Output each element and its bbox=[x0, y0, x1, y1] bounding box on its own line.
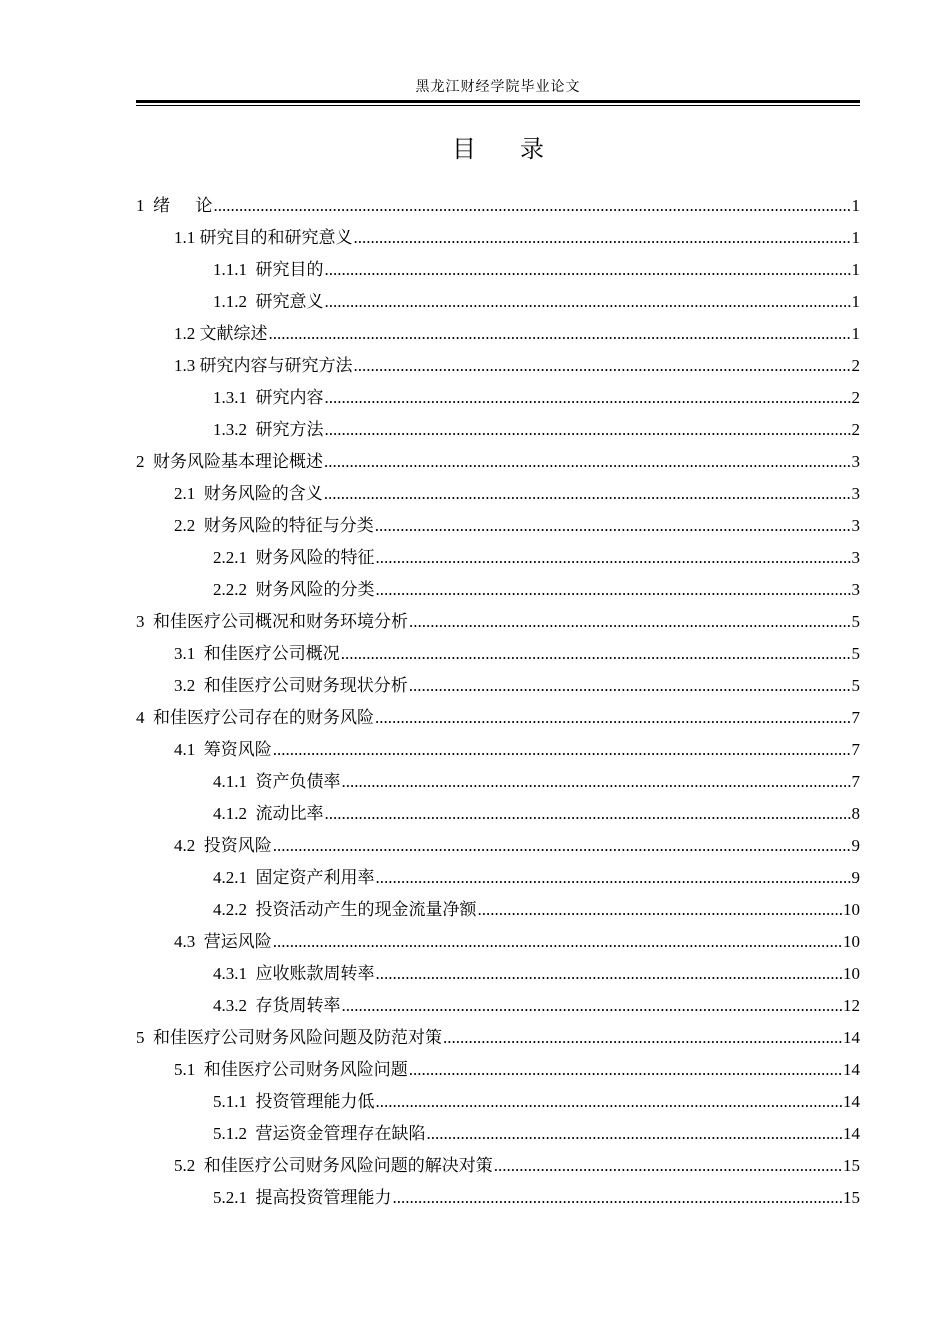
toc-leader-dots bbox=[354, 350, 851, 382]
toc-entry[interactable] bbox=[136, 734, 860, 766]
toc-entry[interactable] bbox=[136, 190, 860, 222]
toc-title-left: 目 bbox=[452, 135, 476, 163]
toc-entry-label: 4.2.2 投资活动产生的现金流量净额 bbox=[213, 900, 477, 919]
toc-leader-dots bbox=[342, 990, 843, 1022]
toc-entry-page: 14 bbox=[843, 1060, 860, 1079]
toc-leader-dots bbox=[409, 606, 851, 638]
toc-entry[interactable] bbox=[136, 510, 860, 542]
toc-entry-label: 5.1 和佳医疗公司财务风险问题 bbox=[174, 1060, 408, 1079]
toc-entry[interactable] bbox=[136, 1150, 860, 1182]
toc-entry[interactable] bbox=[136, 478, 860, 510]
toc-entry[interactable] bbox=[136, 862, 860, 894]
toc-entry-label: 3 和佳医疗公司概况和财务环境分析 bbox=[136, 612, 408, 631]
toc-entry-label: 1.3.2 研究方法 bbox=[213, 420, 324, 439]
toc-entry-page: 1 bbox=[851, 260, 860, 279]
toc-leader-dots bbox=[375, 510, 851, 542]
toc-entry-label: 1 绪 论 bbox=[136, 196, 213, 215]
header-rule-thin bbox=[136, 105, 860, 106]
toc-entry-page: 1 bbox=[851, 196, 860, 215]
toc-entry-page: 10 bbox=[843, 900, 860, 919]
toc-entry-label: 5.2.1 提高投资管理能力 bbox=[213, 1188, 392, 1207]
toc-entry-page: 1 bbox=[851, 324, 860, 343]
toc-entry-label: 4.2.1 固定资产利用率 bbox=[213, 868, 375, 887]
toc-entry[interactable] bbox=[136, 414, 860, 446]
toc-entry-page: 2 bbox=[851, 420, 860, 439]
toc-leader-dots bbox=[375, 702, 851, 734]
toc-entry-label: 4 和佳医疗公司存在的财务风险 bbox=[136, 708, 374, 727]
toc-entry-page: 10 bbox=[843, 964, 860, 983]
toc-entry-label: 1.3.1 研究内容 bbox=[213, 388, 324, 407]
toc-leader-dots bbox=[354, 222, 851, 254]
toc-entry-page: 3 bbox=[851, 516, 860, 535]
toc-entry-label: 2.2.1 财务风险的特征 bbox=[213, 548, 375, 567]
toc-entry-page: 7 bbox=[851, 740, 860, 759]
toc-entry[interactable] bbox=[136, 574, 860, 606]
toc-entry-label: 5.2 和佳医疗公司财务风险问题的解决对策 bbox=[174, 1156, 493, 1175]
toc-entry-page: 15 bbox=[843, 1156, 860, 1175]
toc-leader-dots bbox=[273, 926, 842, 958]
toc-entry[interactable] bbox=[136, 766, 860, 798]
toc-leader-dots bbox=[409, 1054, 842, 1086]
toc-entry-label: 4.1.2 流动比率 bbox=[213, 804, 324, 823]
toc-entry-label: 5 和佳医疗公司财务风险问题及防范对策 bbox=[136, 1028, 442, 1047]
toc-entry[interactable] bbox=[136, 798, 860, 830]
toc-entry-page: 9 bbox=[851, 836, 860, 855]
toc-entry-label: 3.2 和佳医疗公司财务现状分析 bbox=[174, 676, 408, 695]
toc-entry-page: 14 bbox=[843, 1028, 860, 1047]
toc-entry-page: 3 bbox=[851, 580, 860, 599]
toc-entry-page: 15 bbox=[843, 1188, 860, 1207]
toc-entry-page: 5 bbox=[851, 676, 860, 695]
toc-entry-page: 7 bbox=[851, 708, 860, 727]
toc-entry[interactable] bbox=[136, 990, 860, 1022]
toc-entry[interactable] bbox=[136, 222, 860, 254]
toc-entry[interactable] bbox=[136, 350, 860, 382]
toc-entry[interactable] bbox=[136, 638, 860, 670]
toc-leader-dots bbox=[325, 254, 851, 286]
toc-entry[interactable] bbox=[136, 958, 860, 990]
toc-entry-label: 3.1 和佳医疗公司概况 bbox=[174, 644, 340, 663]
toc-entry-page: 5 bbox=[851, 612, 860, 631]
toc-entry[interactable] bbox=[136, 830, 860, 862]
toc-entry[interactable] bbox=[136, 894, 860, 926]
toc-entry-page: 7 bbox=[851, 772, 860, 791]
toc-title bbox=[136, 132, 860, 166]
toc-entry[interactable] bbox=[136, 446, 860, 478]
toc-entry-label: 2.2 财务风险的特征与分类 bbox=[174, 516, 374, 535]
toc-leader-dots bbox=[443, 1022, 842, 1054]
toc-entry-label: 5.1.2 营运资金管理存在缺陷 bbox=[213, 1124, 426, 1143]
toc-entry[interactable] bbox=[136, 1118, 860, 1150]
toc-entry[interactable] bbox=[136, 542, 860, 574]
toc-title-right: 录 bbox=[520, 135, 544, 163]
toc-leader-dots bbox=[478, 894, 843, 926]
toc-leader-dots bbox=[325, 286, 851, 318]
toc-entry-label: 2.2.2 财务风险的分类 bbox=[213, 580, 375, 599]
toc-entry-page: 3 bbox=[851, 548, 860, 567]
toc-leader-dots bbox=[325, 798, 851, 830]
toc-leader-dots bbox=[214, 190, 851, 222]
toc-leader-dots bbox=[376, 574, 851, 606]
table-of-contents bbox=[136, 190, 860, 1214]
toc-leader-dots bbox=[325, 382, 851, 414]
toc-leader-dots bbox=[376, 542, 851, 574]
toc-leader-dots bbox=[376, 1086, 843, 1118]
toc-leader-dots bbox=[427, 1118, 843, 1150]
toc-entry-page: 10 bbox=[843, 932, 860, 951]
toc-entry-page: 1 bbox=[851, 228, 860, 247]
toc-entry-page: 8 bbox=[851, 804, 860, 823]
toc-entry-label: 4.3 营运风险 bbox=[174, 932, 272, 951]
toc-entry[interactable] bbox=[136, 382, 860, 414]
toc-entry-page: 2 bbox=[851, 356, 860, 375]
toc-leader-dots bbox=[273, 830, 851, 862]
toc-leader-dots bbox=[341, 638, 851, 670]
toc-leader-dots bbox=[324, 478, 851, 510]
toc-entry-page: 2 bbox=[851, 388, 860, 407]
header-rule-thick bbox=[136, 100, 860, 103]
toc-leader-dots bbox=[494, 1150, 842, 1182]
toc-entry-page: 1 bbox=[851, 292, 860, 311]
toc-entry[interactable] bbox=[136, 670, 860, 702]
toc-leader-dots bbox=[376, 958, 843, 990]
toc-leader-dots bbox=[324, 446, 851, 478]
toc-entry-label: 2.1 财务风险的含义 bbox=[174, 484, 323, 503]
toc-entry[interactable] bbox=[136, 286, 860, 318]
toc-entry-label: 4.1.1 资产负债率 bbox=[213, 772, 341, 791]
toc-entry-label: 1.3 研究内容与研究方法 bbox=[174, 356, 353, 375]
toc-entry-label: 4.1 筹资风险 bbox=[174, 740, 272, 759]
toc-entry-page: 14 bbox=[843, 1124, 860, 1143]
toc-entry[interactable] bbox=[136, 1182, 860, 1214]
toc-entry-page: 12 bbox=[843, 996, 860, 1015]
toc-entry[interactable] bbox=[136, 1086, 860, 1118]
toc-entry[interactable] bbox=[136, 1022, 860, 1054]
toc-entry-label: 2 财务风险基本理论概述 bbox=[136, 452, 323, 471]
toc-entry-page: 3 bbox=[851, 484, 860, 503]
toc-entry[interactable] bbox=[136, 254, 860, 286]
toc-entry-label: 1.1.2 研究意义 bbox=[213, 292, 324, 311]
toc-entry-page: 5 bbox=[851, 644, 860, 663]
toc-entry-label: 5.1.1 投资管理能力低 bbox=[213, 1092, 375, 1111]
toc-leader-dots bbox=[393, 1182, 843, 1214]
toc-entry-label: 1.1.1 研究目的 bbox=[213, 260, 324, 279]
toc-leader-dots bbox=[325, 414, 851, 446]
toc-leader-dots bbox=[269, 318, 851, 350]
toc-entry-label: 1.2 文献综述 bbox=[174, 324, 268, 343]
toc-entry-label: 4.3.2 存货周转率 bbox=[213, 996, 341, 1015]
toc-leader-dots bbox=[376, 862, 851, 894]
toc-leader-dots bbox=[409, 670, 851, 702]
toc-entry-page: 9 bbox=[851, 868, 860, 887]
toc-entry-page: 3 bbox=[851, 452, 860, 471]
toc-entry[interactable] bbox=[136, 926, 860, 958]
toc-leader-dots bbox=[342, 766, 851, 798]
toc-entry[interactable] bbox=[136, 606, 860, 638]
toc-entry-label: 4.2 投资风险 bbox=[174, 836, 272, 855]
toc-entry[interactable] bbox=[136, 702, 860, 734]
toc-entry[interactable] bbox=[136, 1054, 860, 1086]
toc-entry-label: 1.1 研究目的和研究意义 bbox=[174, 228, 353, 247]
toc-leader-dots bbox=[273, 734, 851, 766]
toc-entry[interactable] bbox=[136, 318, 860, 350]
toc-entry-label: 4.3.1 应收账款周转率 bbox=[213, 964, 375, 983]
running-header: 黑龙江财经学院毕业论文 bbox=[415, 80, 581, 95]
toc-entry-page: 14 bbox=[843, 1092, 860, 1111]
